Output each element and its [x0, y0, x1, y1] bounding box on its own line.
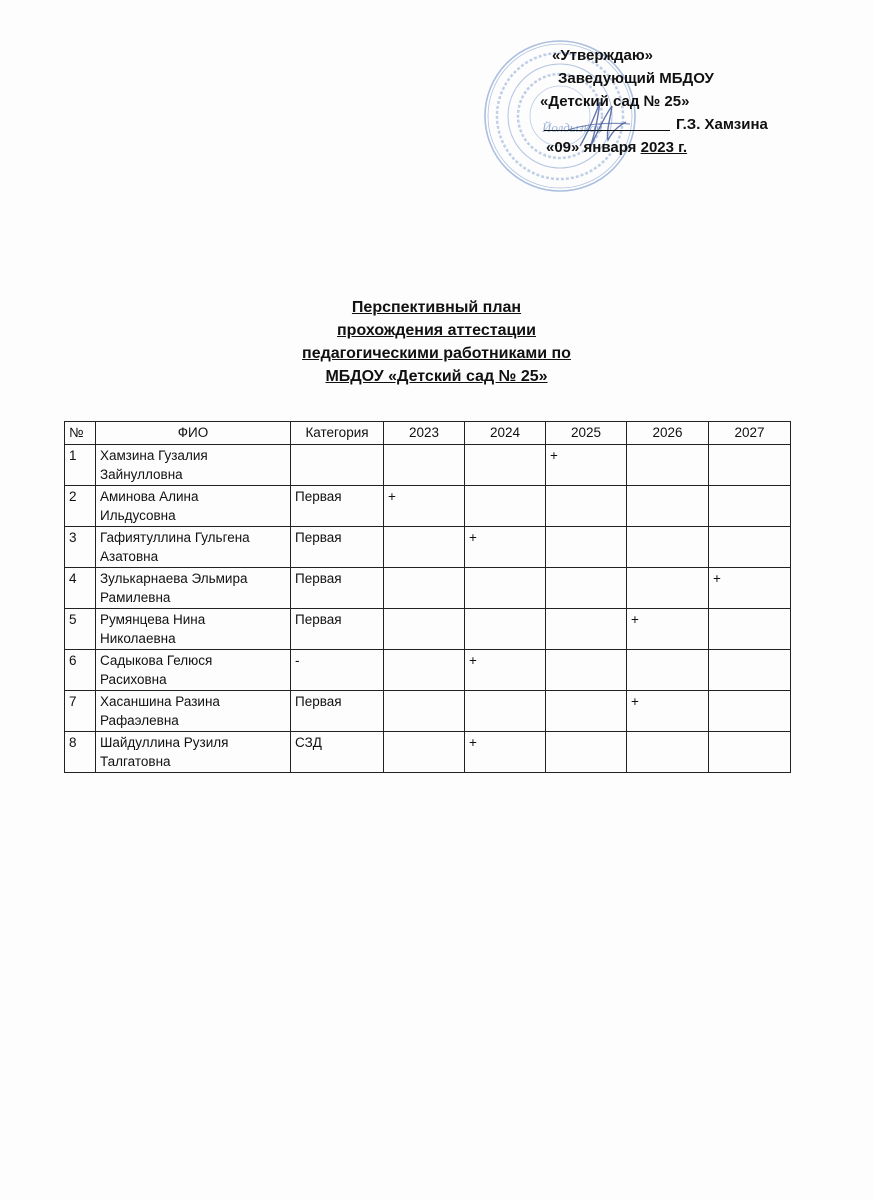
row-2026 — [627, 650, 709, 691]
row-category: - — [291, 650, 384, 691]
title-line-3: педагогическими работниками по — [302, 345, 571, 362]
row-2027 — [709, 445, 791, 486]
row-fio — [96, 486, 291, 527]
approval-name: Г.З. Хамзина — [676, 116, 768, 133]
approval-org: «Детский сад № 25» — [540, 93, 690, 110]
approval-block — [540, 44, 860, 159]
row-fio-line1: Гафиятуллина Гульгена — [100, 530, 250, 545]
header-fio: ФИО — [96, 422, 291, 445]
row-fio-line1: Хамзина Гузалия — [100, 448, 208, 463]
row-2025 — [546, 691, 627, 732]
row-2024: + — [465, 527, 546, 568]
document-title — [0, 296, 873, 388]
row-fio — [96, 568, 291, 609]
row-2023 — [384, 691, 465, 732]
approval-position: Заведующий МБДОУ — [558, 70, 714, 87]
row-fio-line2: Зайнулловна — [100, 467, 183, 482]
row-2027 — [709, 486, 791, 527]
table-row — [65, 732, 791, 773]
row-fio — [96, 732, 291, 773]
header-num: № — [65, 422, 96, 445]
row-fio-line2: Талгатовна — [100, 754, 171, 769]
row-category: СЗД — [291, 732, 384, 773]
row-2026 — [627, 445, 709, 486]
title-line-2: прохождения аттестации — [337, 322, 536, 339]
row-2023 — [384, 609, 465, 650]
table-row — [65, 445, 791, 486]
row-2024 — [465, 609, 546, 650]
row-2026 — [627, 568, 709, 609]
row-fio — [96, 527, 291, 568]
row-2025 — [546, 568, 627, 609]
row-2027 — [709, 732, 791, 773]
row-fio-line2: Николаевна — [100, 631, 176, 646]
row-fio-line1: Хасаншина Разина — [100, 694, 220, 709]
row-2023: + — [384, 486, 465, 527]
row-2026 — [627, 527, 709, 568]
row-num: 7 — [65, 691, 96, 732]
title-line-1: Перспективный план — [351, 299, 522, 316]
row-2027 — [709, 650, 791, 691]
row-2025 — [546, 650, 627, 691]
row-category: Первая — [291, 486, 384, 527]
row-2026: + — [627, 691, 709, 732]
row-fio-line2: Азатовна — [100, 549, 159, 564]
row-2024 — [465, 445, 546, 486]
table-row — [65, 691, 791, 732]
row-num: 4 — [65, 568, 96, 609]
row-category: Первая — [291, 609, 384, 650]
table-header-row — [65, 422, 791, 445]
row-fio — [96, 445, 291, 486]
row-num: 1 — [65, 445, 96, 486]
row-num: 3 — [65, 527, 96, 568]
row-fio — [96, 609, 291, 650]
row-category: Первая — [291, 568, 384, 609]
signature-line — [544, 130, 670, 131]
row-fio-line1: Аминова Алина — [100, 489, 199, 504]
table-row — [65, 650, 791, 691]
row-num: 8 — [65, 732, 96, 773]
row-2025: + — [546, 445, 627, 486]
row-fio — [96, 650, 291, 691]
table-row — [65, 568, 791, 609]
table-row — [65, 486, 791, 527]
title-line-4: МБДОУ «Детский сад № 25» — [325, 368, 548, 385]
row-2027 — [709, 527, 791, 568]
header-2023: 2023 — [384, 422, 465, 445]
row-2025 — [546, 609, 627, 650]
header-2027: 2027 — [709, 422, 791, 445]
row-2023 — [384, 650, 465, 691]
row-fio-line2: Расиховна — [100, 672, 167, 687]
row-2026 — [627, 732, 709, 773]
row-category: Первая — [291, 691, 384, 732]
row-2024 — [465, 486, 546, 527]
row-fio-line2: Ильдусовна — [100, 508, 176, 523]
row-2026 — [627, 486, 709, 527]
row-fio-line1: Зулькарнаева Эльмира — [100, 571, 248, 586]
row-2027 — [709, 691, 791, 732]
header-2024: 2024 — [465, 422, 546, 445]
row-num: 6 — [65, 650, 96, 691]
approval-approve: «Утверждаю» — [552, 47, 654, 64]
row-fio-line1: Шайдуллина Рузиля — [100, 735, 229, 750]
row-fio-line1: Садыкова Гелюся — [100, 653, 213, 668]
row-2023 — [384, 527, 465, 568]
row-fio-line2: Рафаэлевна — [100, 713, 179, 728]
row-2024 — [465, 691, 546, 732]
approval-date — [540, 136, 860, 159]
row-num: 5 — [65, 609, 96, 650]
row-fio — [96, 691, 291, 732]
row-2023 — [384, 732, 465, 773]
stamp-text: Йолдызкай — [542, 120, 603, 135]
row-2023 — [384, 568, 465, 609]
row-2027: + — [709, 568, 791, 609]
row-2026: + — [627, 609, 709, 650]
row-2025 — [546, 527, 627, 568]
row-2025 — [546, 732, 627, 773]
table-row — [65, 609, 791, 650]
row-category: Первая — [291, 527, 384, 568]
row-fio-line2: Рамилевна — [100, 590, 171, 605]
header-2026: 2026 — [627, 422, 709, 445]
row-2024: + — [465, 732, 546, 773]
row-num: 2 — [65, 486, 96, 527]
row-category — [291, 445, 384, 486]
row-2027 — [709, 609, 791, 650]
row-2025 — [546, 486, 627, 527]
approval-date-prefix: «09» января — [546, 139, 637, 156]
header-2025: 2025 — [546, 422, 627, 445]
header-category: Категория — [291, 422, 384, 445]
row-2024 — [465, 568, 546, 609]
approval-sign-row — [540, 113, 860, 136]
attestation-plan-table — [64, 421, 791, 773]
table-row — [65, 527, 791, 568]
approval-date-year: 2023 г. — [640, 139, 688, 156]
row-2023 — [384, 445, 465, 486]
row-2024: + — [465, 650, 546, 691]
row-fio-line1: Румянцева Нина — [100, 612, 206, 627]
